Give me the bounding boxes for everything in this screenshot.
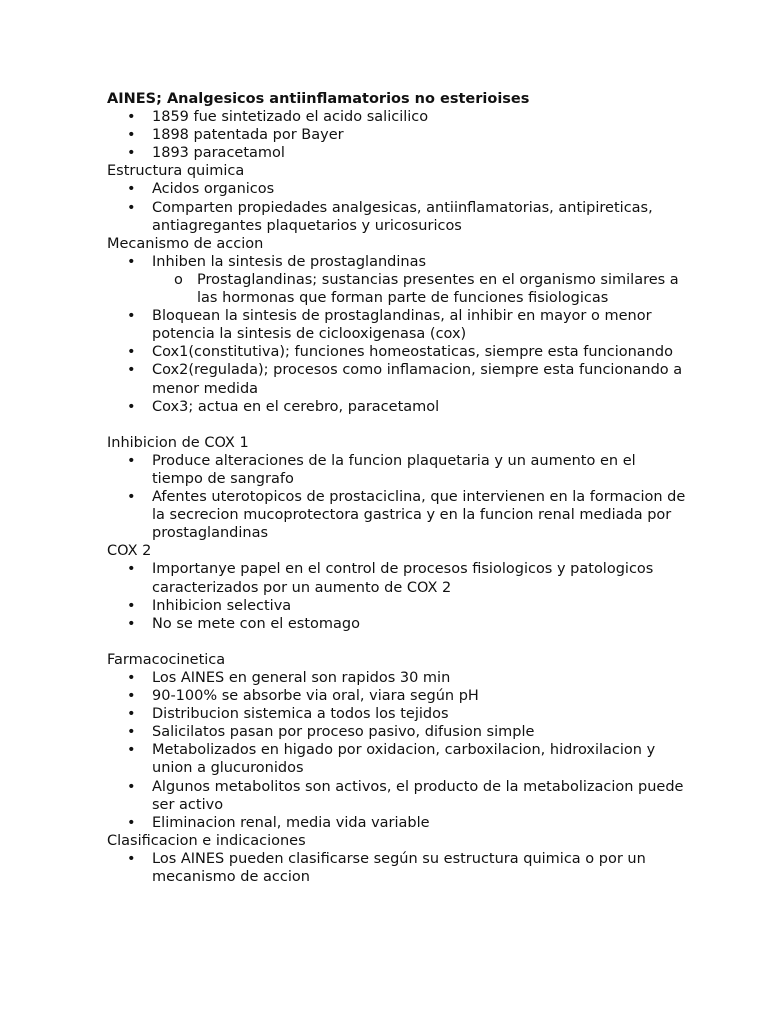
bullet-icon: • [127,398,136,415]
list-item: • 90-100% se absorbe via oral, viara según pH [127,688,479,705]
list-item: • 1898 patentada por Bayer [127,127,344,144]
list-item: • Los AINES pueden clasificarse según su estructura quimica o por un mecanismo de accion [127,850,646,886]
bullet-icon: • [127,109,136,126]
bullet-icon: • [127,145,136,162]
list-item: • Salicilatos pasan por proceso pasivo, difusion simple [127,724,535,741]
bullet-icon: • [127,452,136,469]
list-item: • Inhibicion selectiva [127,597,292,614]
section-heading: Mecanismo de accion [107,235,264,252]
structure-list [107,180,687,234]
bullet-icon: • [127,253,136,270]
bullet-icon: • [127,615,136,632]
section-heading: Inhibicion de COX 1 [107,434,249,451]
pharmacokinetics-list [107,669,687,832]
bullet-icon: • [127,778,136,795]
bullet-icon: • [127,489,136,506]
list-item: • Cox2(regulada); procesos como inflamacion, siempre esta funcionando a menor medida [127,362,683,397]
list-item: • Afentes uterotopicos de prostaciclina, que intervienen en la formacion de la secrecion mucoprotectora gastrica y en la funcion renal mediada por prostaglandinas [127,489,686,542]
bullet-icon: • [127,670,136,686]
section-heading: COX 2 [107,543,152,560]
bullet-icon: • [127,127,136,144]
bullet-icon: • [127,362,136,379]
list-item: • Cox3; actua en el cerebro, paracetamol [127,398,440,415]
mechanism-sublist [107,271,687,307]
section-heading: Estructura quimica [107,163,245,180]
list-item: • Inhiben la sintesis de prostaglandinas [127,253,427,270]
list-item: • Eliminacion renal, media vida variable [127,814,430,831]
list-item: • Cox1(constitutiva); funciones homeostaticas, siempre esta funcionando [127,344,673,361]
mechanism-list-continued [107,307,687,416]
mechanism-list [107,253,687,271]
list-item: • Importanye papel en el control de procesos fisiologicos y patologicos caracterizados por un aumento de COX 2 [127,561,654,596]
list-item: • Comparten propiedades analgesicas, antiinflamatorias, antipireticas, antiagregantes plaquetarios y uricosuricos [127,199,653,234]
list-item: • No se mete con el estomago [127,615,360,632]
bullet-icon: • [127,308,136,325]
document-title: AINES; Analgesicos antiinflamatorios no esterioises [107,91,530,107]
list-item: • 1859 fue sintetizado el acido salicilico [127,109,429,126]
bullet-icon: • [127,724,136,741]
section-heading: Clasificacion e indicaciones [107,832,306,849]
bullet-icon: • [127,561,136,578]
section-heading: Farmacocinetica [107,651,226,668]
list-item: • Bloquean la sintesis de prostaglandinas, al inhibir en mayor o menor potencia la sintesis de ciclooxigenasa (cox) [127,308,652,343]
document-body [107,90,687,886]
bullet-icon: • [127,181,136,198]
cox2-list [107,560,687,632]
list-item: • Acidos organicos [127,181,275,198]
list-item: • Algunos metabolitos son activos, el producto de la metabolizacion puede ser activo [127,778,684,813]
circle-bullet-icon: o [174,271,183,288]
list-item: • Metabolizados en higado por oxidacion, carboxilacion, hidroxilacion y union a glucuronidos [127,742,656,777]
sub-list-item: o Prostaglandinas; sustancias presentes en el organismo similares a las hormonas que forman parte de funciones fisiologicas [174,271,679,307]
bullet-icon: • [127,688,136,705]
bullet-icon: • [127,814,136,831]
history-list [107,108,687,162]
bullet-icon: • [127,742,136,759]
bullet-icon: • [127,850,136,867]
bullet-icon: • [127,706,136,723]
bullet-icon: • [127,344,136,361]
cox1-list [107,452,687,542]
list-item: • 1893 paracetamol [127,145,285,162]
list-item: • Produce alteraciones de la funcion plaquetaria y un aumento en el tiempo de sangrafo [127,452,636,487]
blank-line [107,416,687,434]
classification-list [107,850,687,886]
list-item: • Los AINES en general son rapidos 30 min [127,670,451,686]
list-item: • Distribucion sistemica a todos los tejidos [127,706,449,723]
bullet-icon: • [127,199,136,216]
bullet-icon: • [127,597,136,614]
blank-line [107,633,687,651]
